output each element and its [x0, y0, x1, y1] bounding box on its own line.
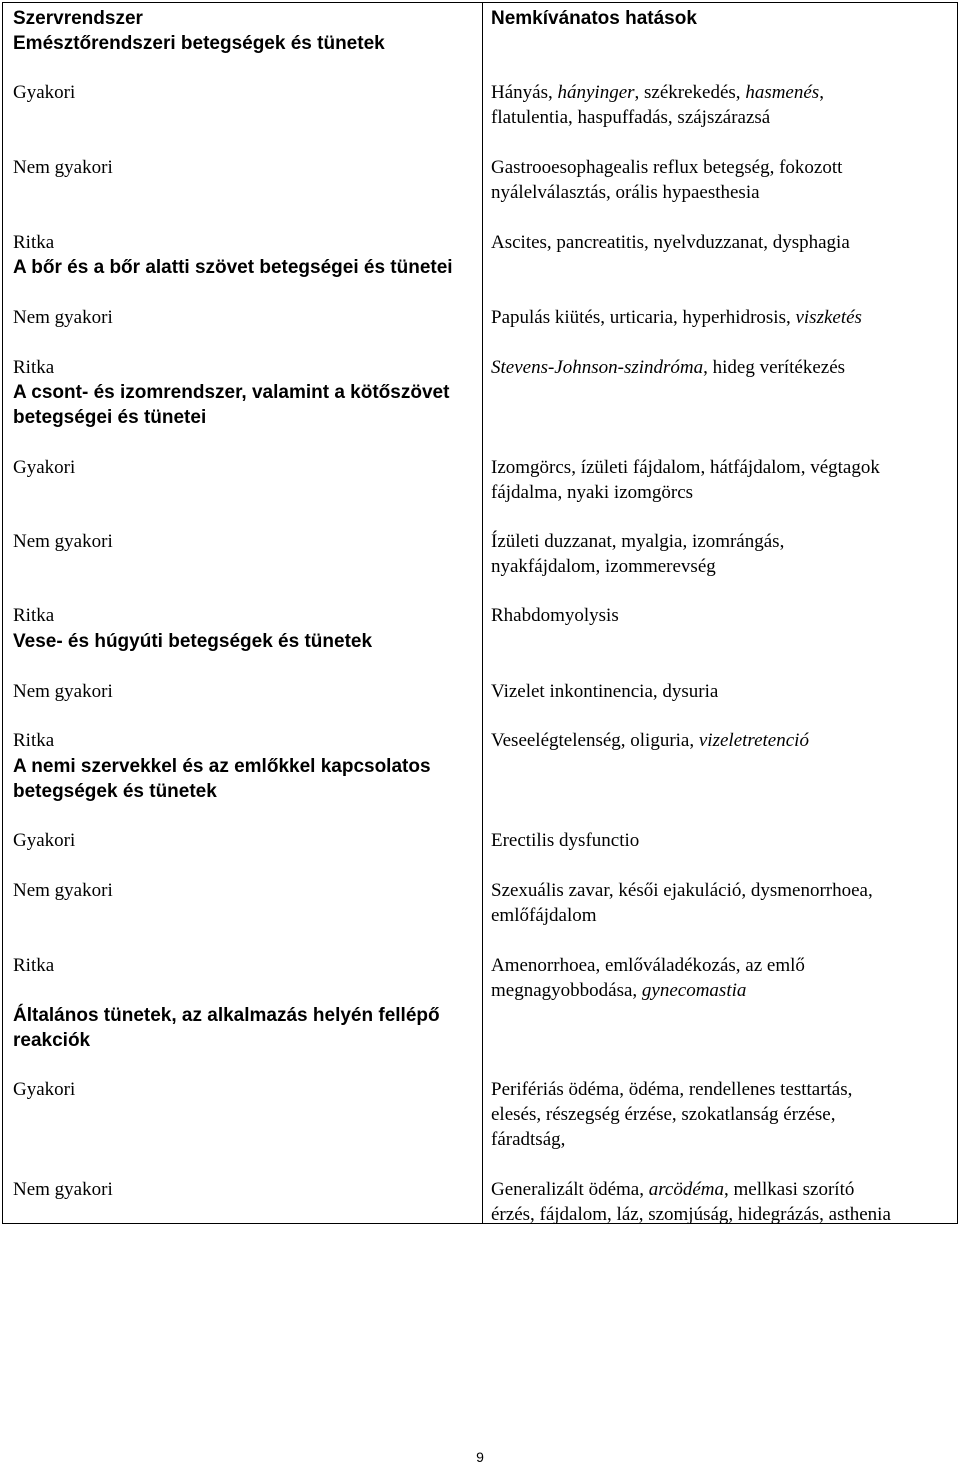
category-general: Általános tünetek, az alkalmazás helyén fellépő: [13, 1005, 440, 1026]
effects-text: Amenorrhoea, emlőváladékozás, az emlő: [491, 955, 805, 976]
frequency-label: Nem gyakori: [13, 880, 113, 901]
effects-text: fájdalma, nyaki izomgörcs: [491, 482, 694, 503]
category-skin: A bőr és a bőr alatti szövet betegségei és tünetei: [13, 257, 453, 278]
frequency-label: Nem gyakori: [13, 157, 113, 178]
category-musculoskeletal-cont: betegségei és tünetei: [13, 407, 207, 428]
text-span-italic: vizeletretenció: [698, 730, 809, 751]
effects-text: [491, 728, 809, 753]
category-renal: Vese- és húgyúti betegségek és tünetek: [13, 631, 373, 652]
effects-text: emlőfájdalom: [491, 905, 597, 926]
effects-text: Izomgörcs, ízületi fájdalom, hátfájdalom, végtagok: [491, 457, 880, 478]
effects-text: nyálelválasztás, orális hypaesthesia: [491, 182, 760, 203]
frequency-label: Nem gyakori: [13, 681, 113, 702]
text-span: Hányás,: [491, 82, 558, 103]
frequency-label: Ritka: [13, 955, 55, 976]
category-gastrointestinal: Emésztőrendszeri betegségek és tünetek: [13, 33, 385, 54]
text-span-italic: gynecomastia: [641, 980, 747, 1001]
frequency-label: Gyakori: [13, 82, 76, 103]
effects-text: Rhabdomyolysis: [491, 605, 619, 626]
effects-text: Vizelet inkontinencia, dysuria: [491, 681, 719, 702]
effects-text: flatulentia, haspuffadás, szájszárazsá: [491, 107, 771, 128]
text-span: , mellkasi szorító: [724, 1179, 855, 1200]
effects-text: fáradtság,: [491, 1129, 566, 1150]
text-span: Papulás kiütés, urticaria, hyperhidrosis,: [491, 307, 796, 328]
frequency-label: Nem gyakori: [13, 307, 113, 328]
effects-text: nyakfájdalom, izommerevség: [491, 556, 716, 577]
effects-text: [491, 305, 862, 330]
frequency-label: Ritka: [13, 232, 55, 253]
frequency-label: Ritka: [13, 357, 55, 378]
effects-text: Ízületi duzzanat, myalgia, izomrángás,: [491, 531, 785, 552]
effects-text: [491, 978, 746, 1003]
text-span: Generalizált ödéma,: [491, 1179, 649, 1200]
category-reproductive-cont: betegségek és tünetek: [13, 781, 217, 802]
effects-text: Ascites, pancreatitis, nyelvduzzanat, dysphagia: [491, 232, 850, 253]
column-divider: [482, 3, 483, 1223]
frequency-label: Gyakori: [13, 1079, 76, 1100]
effects-text: [491, 1177, 854, 1202]
frequency-label: Gyakori: [13, 830, 76, 851]
page-number: 9: [476, 1449, 484, 1465]
header-organ-system: Szervrendszer: [13, 8, 143, 29]
category-reproductive: A nemi szervekkel és az emlőkkel kapcsolatos: [13, 756, 431, 777]
text-span-italic: viszketés: [795, 307, 862, 328]
effects-text: [491, 80, 824, 105]
text-span-italic: hasmenés: [745, 82, 820, 103]
category-musculoskeletal: A csont- és izomrendszer, valamint a kötőszövet: [13, 382, 450, 403]
text-span: , székrekedés,: [634, 82, 746, 103]
effects-text: Szexuális zavar, késői ejakuláció, dysmenorrhoea,: [491, 880, 873, 901]
frequency-label: Nem gyakori: [13, 531, 113, 552]
text-span: , hideg verítékezés: [703, 357, 846, 378]
frequency-label: Ritka: [13, 730, 55, 751]
effects-text: érzés, fájdalom, láz, szomjúság, hidegrázás, asthenia: [491, 1204, 891, 1225]
effects-text: elesés, részegség érzése, szokatlanság érzése,: [491, 1104, 836, 1125]
text-span: ,: [819, 82, 824, 103]
frequency-label: Nem gyakori: [13, 1179, 113, 1200]
effects-text: [491, 355, 845, 380]
text-span-italic: hányinger: [557, 82, 635, 103]
effects-text: Perifériás ödéma, ödéma, rendellenes testtartás,: [491, 1079, 853, 1100]
text-span-italic: arcödéma: [648, 1179, 725, 1200]
text-span: Veseelégtelenség, oliguria,: [491, 730, 699, 751]
frequency-label: Ritka: [13, 605, 55, 626]
frequency-label: Gyakori: [13, 457, 76, 478]
effects-text: Gastrooesophagealis reflux betegség, fokozott: [491, 157, 843, 178]
effects-text: Erectilis dysfunctio: [491, 830, 640, 851]
text-span-italic: Stevens-Johnson-szindróma: [491, 357, 704, 378]
adverse-effects-table: [2, 2, 958, 1224]
text-span: megnagyobbodása,: [491, 980, 642, 1001]
header-adverse-effects: Nemkívánatos hatások: [491, 8, 697, 29]
category-general-cont: reakciók: [13, 1030, 91, 1051]
